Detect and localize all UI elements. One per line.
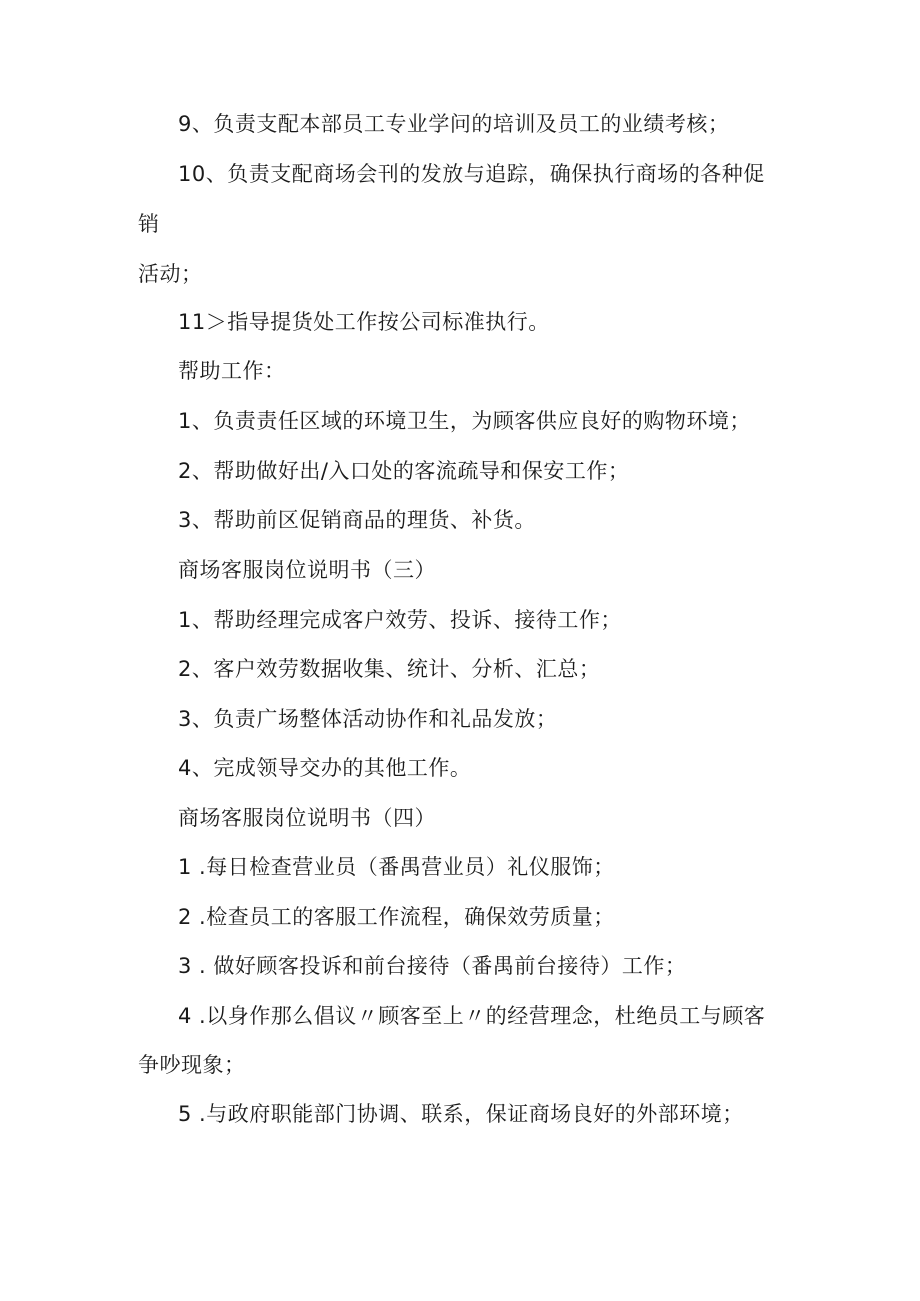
paragraph-line: 争吵现象； xyxy=(138,1053,246,1077)
section-heading: 商场客服岗位说明书（四） xyxy=(178,806,436,830)
paragraph-line: 1、帮助经理完成客户效劳、投诉、接待工作； xyxy=(178,608,622,632)
paragraph-line: 1、负责责任区域的环境卫生，为顾客供应良好的购物环境； xyxy=(178,409,751,433)
paragraph-line: 2 .检查员工的客服工作流程，确保效劳质量； xyxy=(178,905,615,929)
paragraph-line: 2、帮助做好出/入口处的客流疏导和保安工作； xyxy=(178,459,630,483)
paragraph-line: 9、负责支配本部员工专业学问的培训及员工的业绩考核； xyxy=(178,112,730,136)
paragraph-line: 10、负责支配商场会刊的发放与追踪，确保执行商场的各种促 xyxy=(178,162,765,186)
paragraph-line: 3、负责广场整体活动协作和礼品发放； xyxy=(178,707,558,731)
paragraph-line: 销 xyxy=(138,212,160,236)
paragraph-line: 5 .与政府职能部门协调、联系，保证商场良好的外部环境； xyxy=(178,1102,744,1126)
paragraph-line: 1 .每日检查营业员（番禺营业员）礼仪服饰； xyxy=(178,855,615,879)
section-heading: 帮助工作： xyxy=(178,359,286,383)
section-heading: 商场客服岗位说明书（三） xyxy=(178,558,436,582)
paragraph-line: 3 . 做好顾客投诉和前台接待（番禺前台接待）工作； xyxy=(178,954,687,978)
paragraph-line: 3、帮助前区促销商品的理货、补货。 xyxy=(178,508,536,532)
paragraph-line: 4 .以身作那么倡议〃顾客至上〃的经营理念，杜绝员工与顾客 xyxy=(178,1004,766,1028)
paragraph-line: 2、客户效劳数据收集、统计、分析、汇总； xyxy=(178,657,601,681)
paragraph-line: 活动； xyxy=(138,262,203,286)
paragraph-line: 11＞指导提货处工作按公司标准执行。 xyxy=(178,310,550,334)
paragraph-line: 4、完成领导交办的其他工作。 xyxy=(178,756,472,780)
